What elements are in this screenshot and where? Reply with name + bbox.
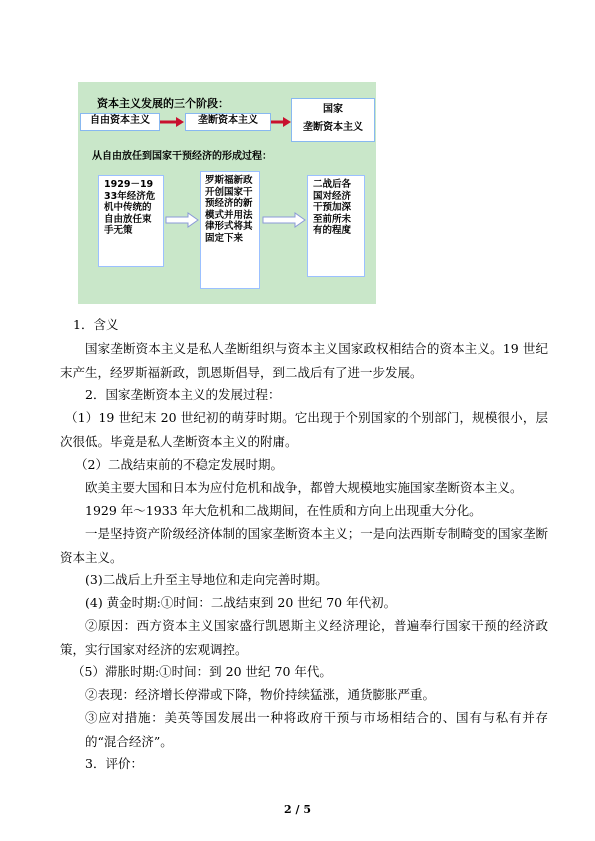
paragraph-golden-age: (4) 黄金时期:①时间：二战结束到 20 世纪 70 年代初。 (85, 595, 397, 610)
paragraph-stagflation-symptoms: ②表现：经济增长停滞或下降，物价持续猛涨，通货膨胀严重。 (85, 687, 436, 702)
paragraph-stage-2: （2）二战结束前的不稳定发展时期。 (75, 457, 283, 472)
paragraph-stage-3: (3)二战后上升至主导地位和走向完善时期。 (85, 572, 328, 587)
heading-development: 2．国家垄断资本主义的发展过程： (85, 387, 281, 402)
process-box-postwar: 二战后各国对经济干预加深至前所未有的程度 (307, 175, 365, 277)
diagram-subtitle: 从自由放任到国家干预经济的形成过程： (92, 151, 272, 162)
diagram-title: 资本主义发展的三个阶段： (97, 97, 229, 110)
stage-free-capitalism: 自由资本主义 (80, 113, 160, 131)
stage-state-monopoly-capitalism: 国家 垄断资本主义 (291, 98, 375, 142)
paragraph-golden-age-reason: ②原因：西方资本主义国家盛行凯恩斯主义经济理论，普遍奉行国家干预的经济政策，实行国家对经济的宏观调控。 (60, 618, 548, 657)
paragraph-stagflation-response: ③应对措施：美英等国发展出一种将政府干预与市场相结合的、国有与私有并存的“混合经济”。 (85, 710, 548, 749)
red-arrow-2 (271, 117, 291, 127)
paragraph-stage-1: （1）19 世纪末 20 世纪初的萌芽时期。它出现于个别国家的个别部门，规模很小，层次很低。毕竟是私人垄断资本主义的附庸。 (60, 410, 548, 449)
paragraph-stagflation: （5）滞胀时期:①时间：到 20 世纪 70 年代。 (72, 664, 332, 679)
stages-diagram (78, 82, 376, 304)
hollow-arrow-2 (263, 213, 305, 227)
heading-meaning: 1．含义 (73, 317, 119, 332)
process-box-new-deal: 罗斯福新政开创国家干预经济的新模式并用法律形式将其固定下来 (200, 171, 260, 289)
hollow-arrow-1 (166, 213, 198, 227)
red-arrow-1 (160, 117, 184, 127)
page-number: 2 / 5 (284, 803, 311, 816)
process-box-crisis: 1929－1933年经济危机中传统的自由放任束手无策 (98, 175, 164, 267)
heading-evaluation: 3．评价： (85, 756, 143, 771)
paragraph-stage-2-detail-1: 欧美主要大国和日本为应付危机和战争，都曾大规模地实施国家垄断资本主义。 (85, 480, 523, 495)
paragraph-stage-2-detail-3: 一是坚持资产阶级经济体制的国家垄断资本主义；一是向法西斯专制畸变的国家垄断资本主义。 (60, 526, 548, 565)
stage-monopoly-capitalism: 垄断资本主义 (185, 113, 271, 131)
paragraph-definition: 国家垄断资本主义是私人垄断组织与资本主义国家政权相结合的资本主义。19 世纪末产生，经罗斯福新政，凯恩斯倡导，到二战后有了进一步发展。 (60, 341, 548, 380)
paragraph-stage-2-detail-2: 1929 年～1933 年大危机和二战期间，在性质和方向上出现重大分化。 (85, 503, 482, 518)
